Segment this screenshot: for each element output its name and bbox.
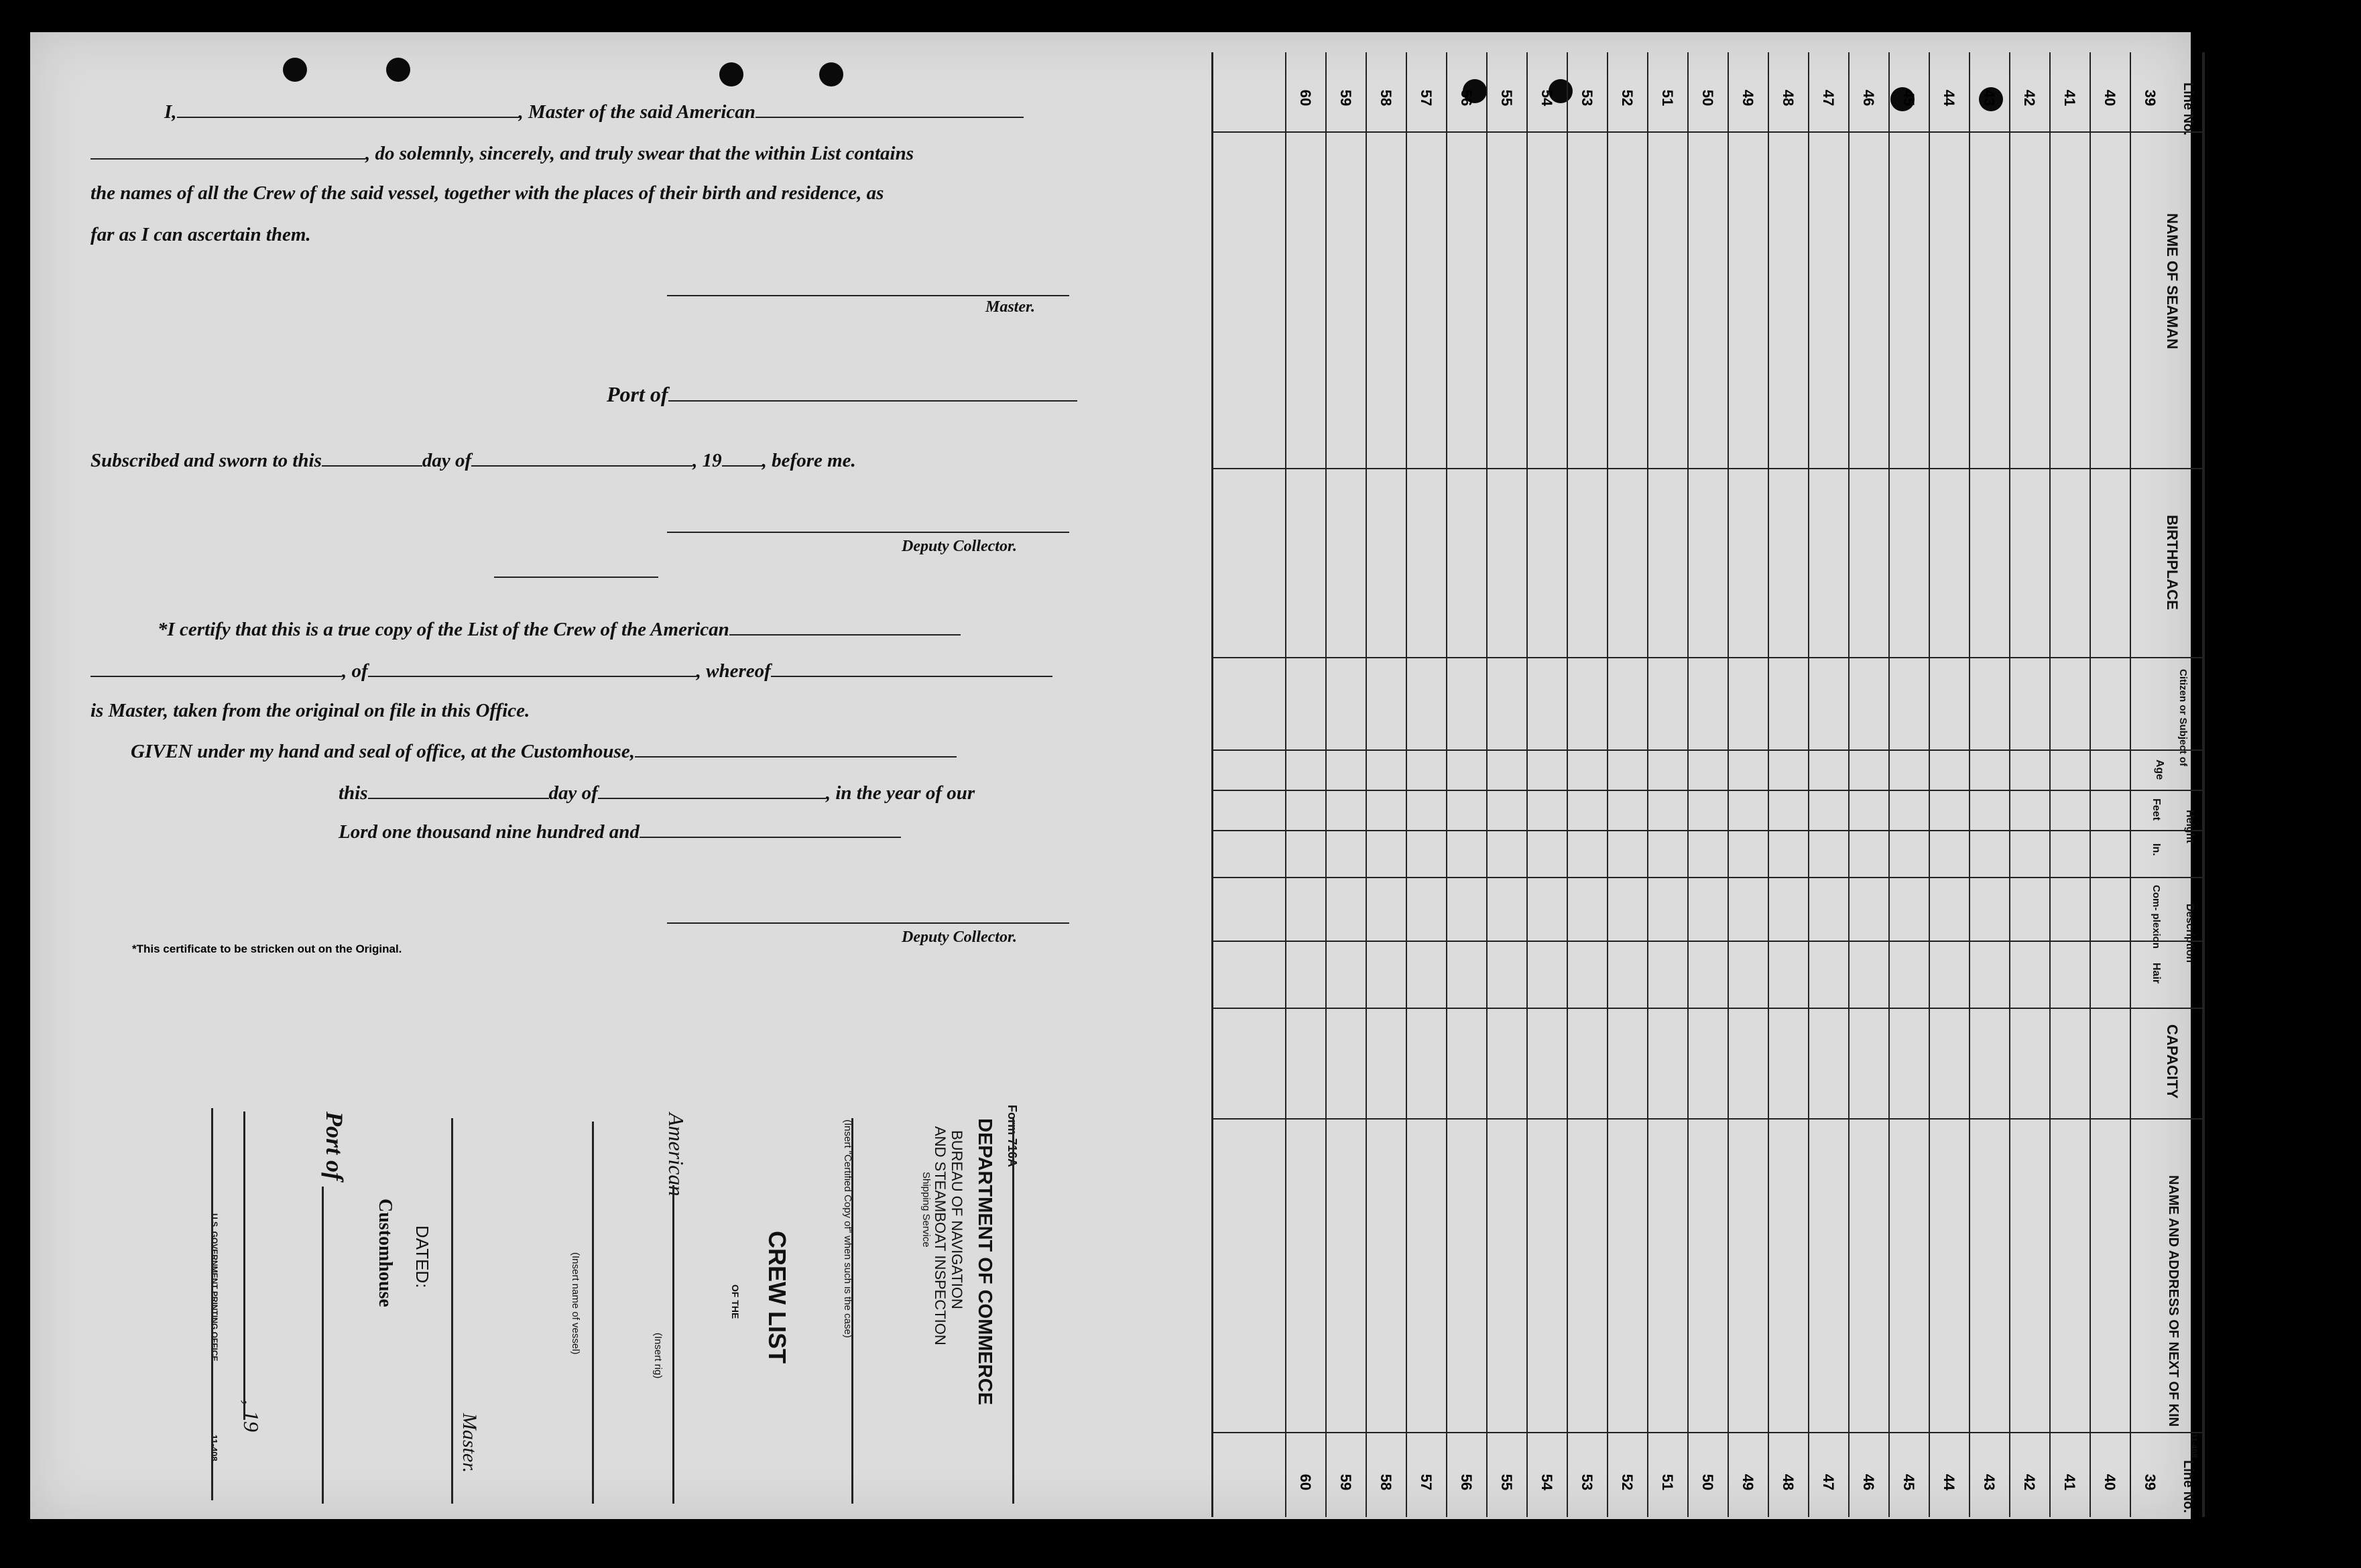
cert-of: , of [342, 660, 368, 682]
row-number-top: 45 [1900, 89, 1917, 107]
row-number-bottom: 56 [1458, 1473, 1475, 1491]
form-code-left: 11-408 [209, 1435, 219, 1461]
table-row-rule [1808, 52, 1809, 1517]
jurat-port-of: Port of [607, 382, 668, 406]
cert-line1: *I certify that this is a true copy of the List of the Crew of the American [158, 619, 729, 640]
row-number-bottom: 57 [1418, 1473, 1435, 1491]
header-hair: Hair [2151, 963, 2162, 984]
header-feet: Feet [2151, 798, 2162, 821]
printing-office: U.S. GOVERNMENT PRINTING OFFICE [210, 1213, 219, 1362]
row-number-bottom: 40 [2102, 1473, 2118, 1491]
oath-i: I, [164, 101, 177, 123]
table-row-rule [2130, 52, 2131, 1517]
docket-rule-4 [592, 1122, 594, 1504]
table-row-rule [1406, 52, 1407, 1517]
customhouse-label: Customhouse [375, 1199, 396, 1307]
oath-ascertain: far as I can ascertain them. [90, 224, 311, 245]
cert-lord: Lord one thousand nine hundred and [339, 821, 640, 843]
master-caption: Master. [985, 298, 1036, 316]
table-row-rule [1526, 52, 1528, 1517]
table-row-rule [1486, 52, 1488, 1517]
row-number-top: 50 [1699, 89, 1716, 107]
header-line-no-bottom: Line No. [2181, 1460, 2195, 1513]
row-number-top: 40 [2102, 89, 2118, 107]
row-number-bottom: 45 [1900, 1473, 1917, 1491]
footer-number-rule [1211, 1432, 2203, 1433]
row-number-top: 57 [1418, 89, 1435, 107]
table-row-rule [2009, 52, 2010, 1517]
insert-rig: (Insert rig) [652, 1333, 664, 1379]
punch-hole [283, 58, 307, 82]
row-number-bottom: 60 [1297, 1473, 1314, 1491]
oath-master-of: , Master of the said American [518, 101, 755, 123]
divider-capacity-kin [1211, 1118, 2203, 1120]
header-next-of-kin: NAME AND ADDRESS OF NEXT OF KIN [2166, 1175, 2181, 1427]
header-description: Description [2184, 904, 2195, 963]
row-number-bottom: 41 [2061, 1473, 2078, 1491]
of-the: OF THE [730, 1284, 741, 1319]
row-number-top: 52 [1619, 89, 1636, 107]
year-label: , 19 [239, 1400, 263, 1432]
row-number-top: 47 [1820, 89, 1837, 107]
row-number-top: 56 [1458, 89, 1475, 107]
table-row-rule [1285, 52, 1286, 1517]
crew-list-title: CREW LIST [764, 1231, 791, 1364]
table-row-rule [1687, 52, 1689, 1517]
row-number-top: 46 [1860, 89, 1877, 107]
bureau-line1: BUREAU OF NAVIGATION [949, 1130, 965, 1309]
jurat-subscribed: Subscribed and sworn to this [90, 450, 322, 471]
row-number-bottom: 39 [2142, 1473, 2159, 1491]
cert-line4: GIVEN under my hand and seal of office, at the Customhouse, [131, 741, 635, 762]
deputy-signature-line-2 [667, 922, 1069, 924]
table-row-rule [1607, 52, 1608, 1517]
row-number-bottom: 58 [1378, 1473, 1394, 1491]
divider-age-feet [1211, 790, 2203, 791]
row-number-top: 59 [1337, 89, 1354, 107]
insert-vessel-name: (Insert name of vessel) [570, 1252, 581, 1355]
table-row-rule [1647, 52, 1648, 1517]
row-number-bottom: 55 [1498, 1473, 1515, 1491]
row-number-top: 42 [2021, 89, 2038, 107]
table-border-right [2202, 52, 2205, 1517]
row-number-bottom: 42 [2021, 1473, 2038, 1491]
header-citizen: Citizen or Subject of [2177, 669, 2189, 767]
row-number-bottom: 49 [1740, 1473, 1756, 1491]
table-row-rule [1446, 52, 1447, 1517]
oath-swear: , do solemnly, sincerely, and truly swear that the within List contains [365, 143, 914, 164]
row-number-bottom: 54 [1538, 1473, 1555, 1491]
divider-citizen-age [1211, 749, 2203, 751]
row-number-top: 55 [1498, 89, 1515, 107]
row-number-top: 48 [1780, 89, 1797, 107]
form-code-right: 11-408 [2189, 1433, 2199, 1458]
header-birthplace: BIRTHPLACE [2164, 515, 2181, 610]
row-number-top: 53 [1579, 89, 1595, 107]
master-label: Master. [459, 1413, 481, 1473]
row-number-top: 44 [1941, 89, 1957, 107]
dated-label: DATED: [412, 1225, 432, 1288]
port-of-label: Port of [321, 1111, 348, 1181]
divider-complexion-hair [1211, 941, 2203, 942]
punch-hole [719, 62, 743, 86]
jurat-day-of: day of [422, 450, 472, 471]
row-number-top: 60 [1297, 89, 1314, 107]
docket-rule-6 [322, 1187, 324, 1504]
table-border-left [1211, 52, 1213, 1517]
table-row-rule [1728, 52, 1729, 1517]
department: DEPARTMENT OF COMMERCE [974, 1118, 995, 1406]
row-number-top: 58 [1378, 89, 1394, 107]
header-inches: In. [2151, 843, 2162, 856]
left-panel [30, 32, 1176, 1519]
table-row-rule [1567, 52, 1568, 1517]
jurat-before-me: , before me. [762, 450, 856, 471]
table-row-rule [1768, 52, 1769, 1517]
table-row-rule [1929, 52, 1930, 1517]
table-row-rule [1325, 52, 1327, 1517]
row-number-top: 39 [2142, 89, 2159, 107]
row-number-top: 51 [1659, 89, 1676, 107]
header-height: Height [2184, 810, 2195, 843]
docket-rule-3 [672, 1185, 674, 1504]
docket-rule-1 [1012, 1118, 1014, 1504]
row-number-bottom: 59 [1337, 1473, 1354, 1491]
row-number-bottom: 46 [1860, 1473, 1877, 1491]
form-number: Form 716A [1006, 1105, 1019, 1168]
cert-line3: is Master, taken from the original on file in this Office. [90, 700, 530, 721]
cert-day-of: day of [548, 782, 598, 804]
table-row-rule [1848, 52, 1850, 1517]
row-number-bottom: 44 [1941, 1473, 1957, 1491]
docket-rule-8 [211, 1108, 213, 1500]
header-number-rule [1211, 131, 2203, 133]
shipping-service: Shipping Service [920, 1172, 932, 1248]
oath-names: the names of all the Crew of the said vessel, together with the places of their birth and residence, as [90, 182, 884, 204]
cert-in-year: , in the year of our [825, 782, 975, 804]
cert-this: this [339, 782, 368, 804]
divider-name-birthplace [1211, 468, 2203, 469]
insert-certified: (Insert "Certified Copy of" when such is the case) [842, 1120, 853, 1338]
cert-footnote: *This certificate to be stricken out on the Original. [132, 943, 402, 955]
table-row-rule [1366, 52, 1367, 1517]
jurat-year: , 19 [692, 450, 722, 471]
cert-whereof: , whereof [696, 660, 771, 682]
divider-in-complexion [1211, 877, 2203, 878]
master-signature-line [667, 295, 1069, 296]
american-label: American [664, 1113, 688, 1197]
divider-birthplace-citizen [1211, 657, 2203, 658]
header-capacity: CAPACITY [2164, 1024, 2181, 1099]
row-number-bottom: 48 [1780, 1473, 1797, 1491]
punch-hole [386, 58, 410, 82]
crew-table [1176, 32, 2199, 1519]
crew-list-sheet [30, 32, 2199, 1519]
row-number-top: 43 [1981, 89, 1998, 107]
docket-rule-2 [851, 1118, 853, 1504]
row-number-bottom: 43 [1981, 1473, 1998, 1491]
table-row-rule [1888, 52, 1890, 1517]
docket-rule-7 [243, 1111, 245, 1420]
divider-feet-in [1211, 830, 2203, 831]
header-line-no: Line No. [2181, 82, 2195, 135]
row-number-bottom: 51 [1659, 1473, 1676, 1491]
header-complexion: Com- plexion [2151, 885, 2162, 949]
table-row-rule [2090, 52, 2091, 1517]
row-number-top: 49 [1740, 89, 1756, 107]
deputy-caption-2: Deputy Collector. [902, 928, 1017, 946]
row-number-top: 54 [1538, 89, 1555, 107]
row-number-top: 41 [2061, 89, 2078, 107]
row-number-bottom: 52 [1619, 1473, 1636, 1491]
table-row-rule [1969, 52, 1970, 1517]
bureau-line2: AND STEAMBOAT INSPECTION [932, 1126, 949, 1345]
divider-hair-capacity [1211, 1008, 2203, 1009]
row-number-bottom: 53 [1579, 1473, 1595, 1491]
docket-rule-5 [451, 1118, 453, 1504]
deputy-caption-1: Deputy Collector. [902, 538, 1017, 555]
punch-hole [819, 62, 843, 86]
separator-line [494, 577, 658, 578]
row-number-bottom: 50 [1699, 1473, 1716, 1491]
header-age: Age [2154, 760, 2165, 780]
table-row-rule [2049, 52, 2051, 1517]
deputy-signature-line-1 [667, 532, 1069, 533]
header-name: NAME OF SEAMAN [2164, 213, 2181, 349]
row-number-bottom: 47 [1820, 1473, 1837, 1491]
